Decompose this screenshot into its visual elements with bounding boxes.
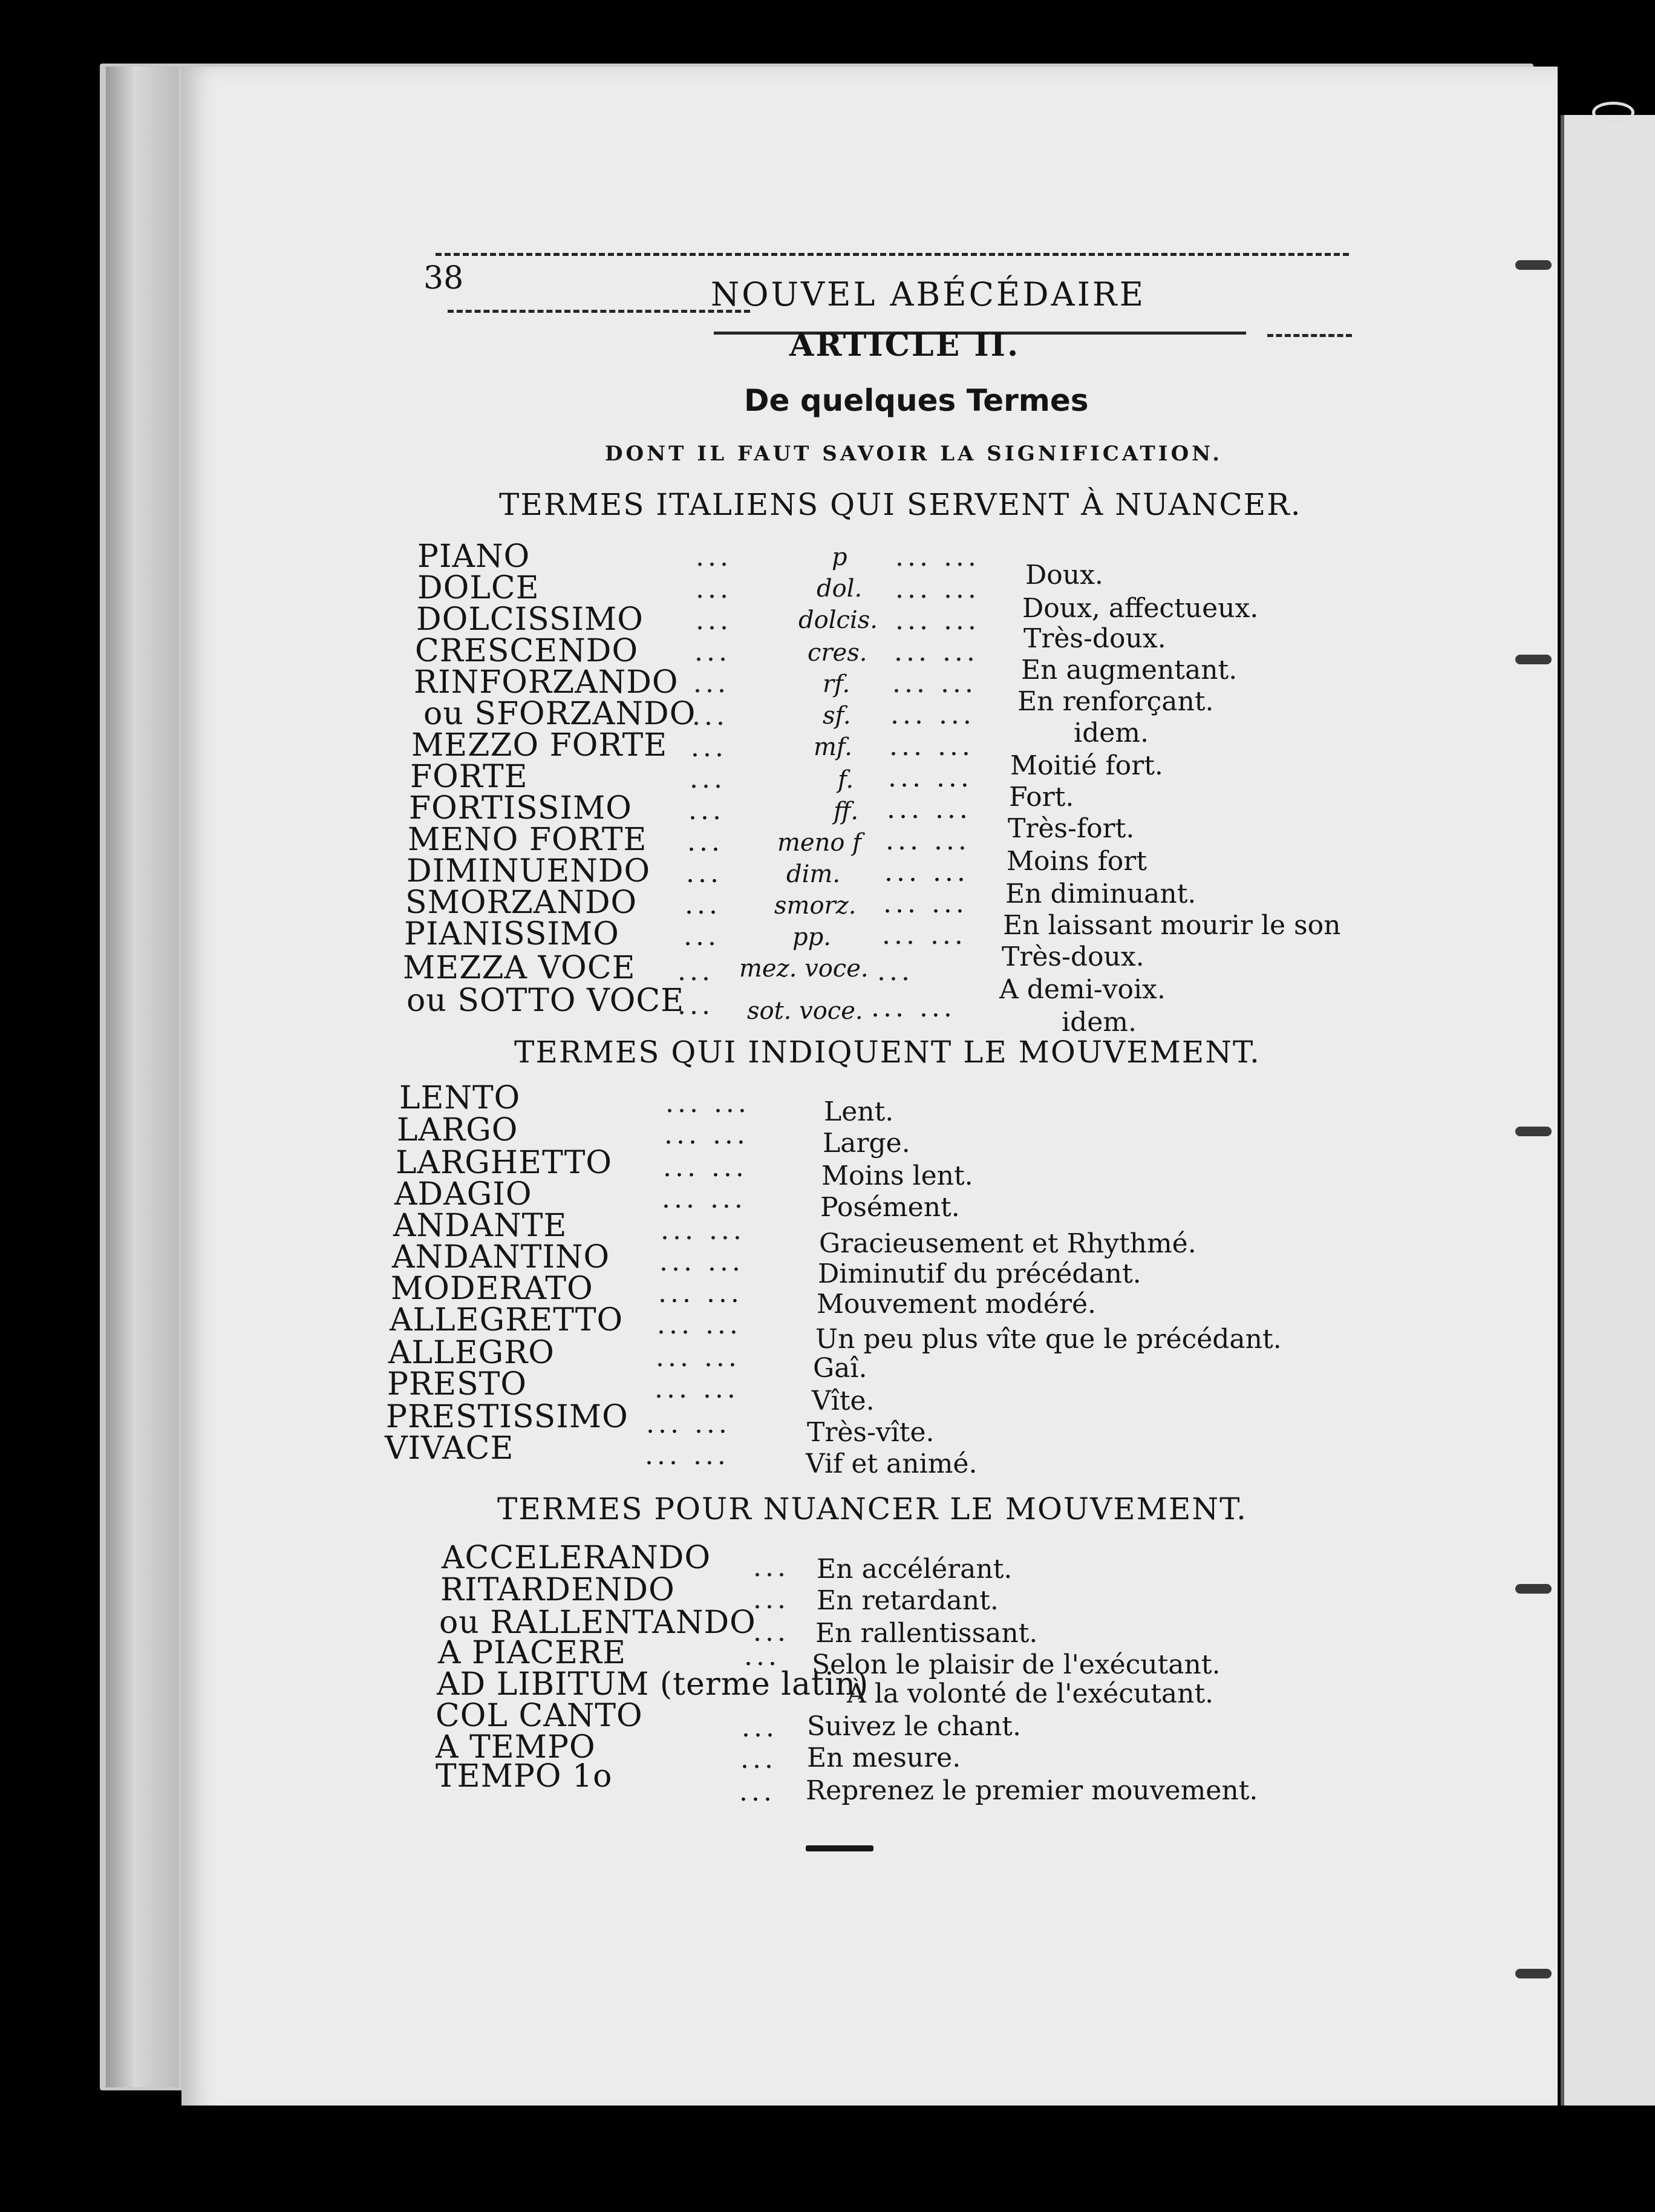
leader-dots: ... ... <box>656 1342 740 1373</box>
leader-dots: ... <box>753 1584 789 1615</box>
term: DIMINUENDO <box>406 853 651 889</box>
leader-dots: ... ... <box>895 605 980 636</box>
term: ACCELERANDO <box>442 1540 711 1576</box>
term: FORTE <box>410 759 528 795</box>
term: MEZZO FORTE <box>411 727 668 764</box>
term: AD LIBITUM (terme latin) <box>437 1666 869 1703</box>
leader-dots: ... ... <box>645 1440 730 1471</box>
term: ANDANTE <box>393 1208 567 1244</box>
meaning: En diminuant. <box>1005 879 1196 909</box>
abbreviation: sot. voce. <box>747 997 863 1025</box>
meaning: Très-vîte. <box>807 1417 935 1448</box>
meaning: Un peu plus vîte que le précédant. <box>815 1324 1282 1355</box>
leader-dots: ... ... <box>892 668 977 699</box>
term: RINFORZANDO <box>414 664 679 701</box>
leader-dots: ... <box>744 1641 780 1672</box>
term: MENO FORTE <box>408 822 647 858</box>
meaning: A demi-voix. <box>999 974 1166 1005</box>
abbreviation: rf. <box>823 670 850 698</box>
leader-dots: ... ... <box>889 731 974 762</box>
meaning: Suivez le chant. <box>807 1711 1021 1742</box>
term: DOLCISSIMO <box>416 601 644 638</box>
meaning: Doux. <box>1025 560 1103 591</box>
meaning: En mesure. <box>807 1742 961 1773</box>
meaning: À la volonté de l'exécutant. <box>847 1678 1214 1709</box>
leader-dots: ... <box>696 574 732 604</box>
meaning: Reprenez le premier mouvement. <box>806 1775 1258 1806</box>
term: DOLCE <box>417 570 540 606</box>
meaning: Moins lent. <box>821 1160 973 1191</box>
term: PRESTISSIMO <box>386 1399 628 1435</box>
meaning: idem. <box>1062 1007 1137 1038</box>
meaning: Posément. <box>820 1192 960 1223</box>
leader-dots: ... <box>686 858 722 889</box>
leader-dots: ... ... <box>882 920 967 951</box>
meaning: Gaî. <box>813 1353 867 1384</box>
article-subtitle: De quelques Termes <box>744 383 1089 418</box>
section-heading: TERMES ITALIENS QUI SERVENT À NUANCER. <box>499 487 1302 522</box>
leader-dots: ... ... <box>659 1246 744 1277</box>
article-title: ARTICLE II. <box>789 327 1020 364</box>
abbreviation: sf. <box>823 702 851 730</box>
abbreviation: p <box>832 543 847 571</box>
leader-dots: ... ... <box>888 762 973 793</box>
leader-dots: ... ... <box>883 888 968 919</box>
meaning: Très-doux. <box>1023 623 1166 654</box>
leader-dots: ... <box>692 701 728 731</box>
header-rule-left <box>448 310 750 316</box>
leader-dots: ... ... <box>646 1409 731 1439</box>
meaning: idem. <box>1074 718 1149 748</box>
header-rule-right <box>1267 334 1352 340</box>
article-subheading: DONT IL FAUT SAVOIR LA SIGNIFICATION. <box>605 442 1222 466</box>
leader-dots: ... ... <box>886 825 970 856</box>
leader-dots: ... ... <box>884 857 969 888</box>
leader-dots: ... <box>877 956 913 987</box>
abbreviation: dim. <box>786 860 841 888</box>
header-rule-top <box>436 253 1349 259</box>
meaning: Très-doux. <box>1002 941 1144 972</box>
leader-dots: ... ... <box>894 636 979 667</box>
leader-dots: ... <box>684 921 720 952</box>
leader-dots: ... ... <box>890 699 975 730</box>
meaning: Vif et animé. <box>806 1448 978 1479</box>
leader-dots: ... <box>677 956 714 987</box>
term: MODERATO <box>391 1271 593 1307</box>
meaning: Vîte. <box>812 1386 875 1416</box>
leader-dots: ... ... <box>895 542 980 572</box>
abbreviation: mez. voce. <box>739 955 869 983</box>
page-number: 38 <box>423 260 464 296</box>
leader-dots: ... ... <box>663 1152 748 1183</box>
term: RITARDENDO <box>440 1572 675 1608</box>
term: LARGHETTO <box>396 1145 613 1181</box>
meaning: Mouvement modéré. <box>817 1289 1097 1320</box>
leader-dots: ... <box>742 1712 778 1743</box>
term: PIANISSIMO <box>404 916 619 952</box>
leader-dots: ... <box>740 1744 777 1775</box>
term: ADAGIO <box>394 1176 532 1212</box>
meaning: Doux, affectueux. <box>1022 593 1259 624</box>
term: ou RALLENTANDO <box>439 1605 756 1641</box>
abbreviation: smorz. <box>774 892 857 920</box>
leader-dots: ... <box>677 990 714 1021</box>
meaning: En retardant. <box>817 1585 999 1616</box>
abbreviation: pp. <box>792 923 831 951</box>
leader-dots: ... <box>739 1776 775 1807</box>
leader-dots: ... ... <box>654 1373 739 1404</box>
term: ALLEGRETTO <box>390 1302 624 1338</box>
leader-dots: ... <box>694 636 731 667</box>
term: CRESCENDO <box>415 633 639 669</box>
leader-dots: ... <box>691 732 727 763</box>
leader-dots: ... ... <box>895 574 980 604</box>
abbreviation: dolcis. <box>798 606 878 634</box>
leader-dots: ... ... <box>657 1309 742 1340</box>
term: ou SOTTO VOCE <box>406 983 685 1019</box>
meaning: En laissant mourir le son <box>1003 910 1341 941</box>
leader-dots: ... ... <box>664 1119 749 1150</box>
leader-dots: ... ... <box>661 1215 745 1246</box>
meaning: Fort. <box>1009 782 1074 813</box>
leader-dots: ... <box>690 764 726 794</box>
section-heading: TERMES QUI INDIQUENT LE MOUVEMENT. <box>514 1035 1261 1070</box>
leader-dots: ... <box>753 1552 789 1583</box>
leader-dots: ... <box>693 668 730 699</box>
meaning: Large. <box>823 1128 910 1159</box>
abbreviation: ff. <box>834 797 859 825</box>
term: FORTISSIMO <box>409 790 632 826</box>
term: A TEMPO <box>436 1729 596 1765</box>
end-rule <box>806 1845 873 1851</box>
meaning: Lent. <box>824 1096 894 1127</box>
leader-dots: ... <box>687 826 723 857</box>
meaning: Diminutif du précédant. <box>818 1258 1141 1289</box>
meaning: Moitié fort. <box>1010 750 1163 781</box>
abbreviation: cres. <box>808 639 867 667</box>
term: ANDANTINO <box>392 1239 610 1275</box>
meaning: Moins fort <box>1007 846 1147 877</box>
term: VIVACE <box>385 1430 514 1467</box>
term: LARGO <box>397 1112 518 1148</box>
meaning: En rallentissant. <box>815 1618 1038 1649</box>
running-title: NOUVEL ABÉCÉDAIRE <box>711 275 1146 313</box>
leader-dots: ... <box>696 605 732 636</box>
leader-dots: ... ... <box>658 1278 743 1309</box>
term: PIANO <box>417 538 530 575</box>
leader-dots: ... <box>688 795 725 826</box>
abbreviation: f. <box>838 766 854 794</box>
term: TEMPO 1o <box>436 1758 613 1795</box>
term: ou SFORZANDO <box>423 696 696 732</box>
leader-dots: ... ... <box>887 794 971 825</box>
meaning: Très-fort. <box>1008 813 1135 844</box>
leader-dots: ... <box>696 542 732 572</box>
term: ALLEGRO <box>388 1335 555 1371</box>
abbreviation: meno f <box>777 829 861 857</box>
term: LENTO <box>399 1080 521 1116</box>
term: COL CANTO <box>436 1698 643 1734</box>
meaning: En renforçant. <box>1017 686 1214 717</box>
leader-dots: ... ... <box>871 992 956 1023</box>
term: A PIACERE <box>438 1635 627 1671</box>
term: PRESTO <box>387 1366 527 1402</box>
section-heading: TERMES POUR NUANCER LE MOUVEMENT. <box>497 1491 1248 1526</box>
meaning: En augmentant. <box>1021 655 1238 686</box>
meaning: Selon le plaisir de l'exécutant. <box>812 1649 1221 1680</box>
term: MEZZA VOCE <box>403 950 636 986</box>
term: SMORZANDO <box>405 885 638 921</box>
abbreviation: mf. <box>814 733 853 761</box>
leader-dots: ... ... <box>665 1088 750 1119</box>
abbreviation: dol. <box>817 575 863 603</box>
leader-dots: ... <box>685 889 721 920</box>
leader-dots: ... <box>753 1617 789 1648</box>
meaning: Gracieusement et Rhythmé. <box>819 1228 1196 1259</box>
meaning: En accélérant. <box>817 1554 1013 1585</box>
leader-dots: ... ... <box>662 1183 746 1214</box>
